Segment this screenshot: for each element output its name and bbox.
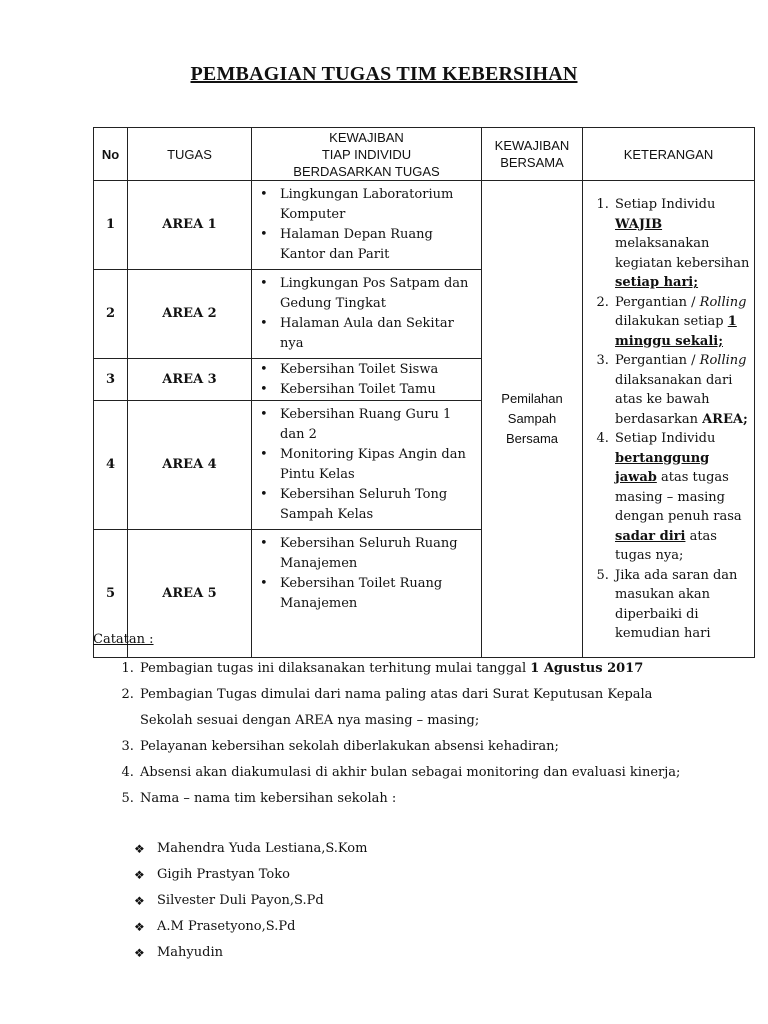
note-text: Pergantian /	[615, 294, 700, 310]
task-item: • Monitoring Kipas Angin dan Pintu Kelas	[280, 445, 475, 485]
task-table	[93, 127, 755, 658]
team-member	[134, 940, 367, 966]
start-date: 1 Agustus 2017	[530, 661, 644, 676]
notes-list	[583, 194, 754, 644]
team-member	[134, 888, 367, 914]
row-number: 1	[94, 181, 128, 270]
member-name: Mahyudin	[157, 945, 224, 960]
header-bersama	[482, 128, 583, 181]
catatan-item	[138, 656, 698, 682]
task-item: • Halaman Depan Ruang Kantor dan Parit	[280, 225, 475, 265]
row-tasks	[252, 270, 482, 359]
note-text: Setiap Individu	[615, 197, 716, 213]
catatan-list	[114, 656, 698, 812]
header-bersama-line: BERSAMA	[500, 155, 564, 170]
shared-duty-line: Sampah	[507, 411, 557, 426]
row-area: AREA 4	[128, 401, 252, 530]
note-text: dilaksanakan dari atas ke bawah berdasarkan	[615, 372, 733, 427]
task-item: • Kebersihan Toilet Siswa	[280, 360, 475, 380]
task-item: • Kebersihan Ruang Guru 1 dan 2	[280, 405, 475, 445]
diamond-bullet-icon: ❖	[134, 946, 145, 960]
task-item: • Lingkungan Laboratorium Komputer	[280, 185, 475, 225]
catatan-label: Catatan :	[93, 632, 154, 647]
diamond-bullet-icon: ❖	[134, 868, 145, 882]
row-number: 5	[94, 530, 128, 658]
team-member	[134, 836, 367, 862]
row-number: 4	[94, 401, 128, 530]
note-italic: Rolling	[699, 353, 747, 369]
header-keterangan: KETERANGAN	[583, 128, 755, 181]
row-area: AREA 2	[128, 270, 252, 359]
note-text: dilakukan setiap	[615, 314, 728, 330]
row-area: AREA 1	[128, 181, 252, 270]
note-emphasis: sadar diri	[615, 528, 686, 544]
diamond-bullet-icon: ❖	[134, 920, 145, 934]
row-tasks	[252, 401, 482, 530]
note-text: Setiap Individu	[615, 431, 716, 447]
header-bersama-line: KEWAJIBAN	[494, 138, 570, 153]
note-item: 5. Jika ada saran dan masukan akan diperbaiki di kemudian hari	[613, 566, 750, 644]
note-item	[613, 429, 750, 566]
header-kewajiban	[252, 128, 482, 181]
note-emphasis: WAJIB	[615, 216, 663, 232]
note-item	[613, 293, 750, 352]
task-item: • Lingkungan Pos Satpam dan Gedung Tingkat	[280, 274, 475, 314]
table-header-row	[94, 128, 755, 181]
row-tasks	[252, 359, 482, 401]
row-number: 2	[94, 270, 128, 359]
catatan-item: 4. Absensi akan diakumulasi di akhir bulan sebagai monitoring dan evaluasi kinerja;	[138, 760, 698, 786]
row-area: AREA 5	[128, 530, 252, 658]
team-member	[134, 914, 367, 940]
catatan-item: 2. Pembagian Tugas dimulai dari nama paling atas dari Surat Keputusan Kepala Sekolah sesuai dengan AREA nya masing – masing;	[138, 682, 698, 734]
member-name: Mahendra Yuda Lestiana,S.Kom	[157, 841, 368, 856]
note-emphasis: setiap hari;	[615, 275, 699, 291]
task-item: • Kebersihan Seluruh Tong Sampah Kelas	[280, 485, 475, 525]
diamond-bullet-icon: ❖	[134, 842, 145, 856]
document-title: PEMBAGIAN TUGAS TIM KEBERSIHAN	[190, 63, 578, 85]
member-name: Gigih Prastyan Toko	[157, 867, 290, 882]
team-member	[134, 862, 367, 888]
header-tugas: TUGAS	[128, 128, 252, 181]
note-text: Pergantian /	[615, 353, 700, 369]
team-names-list	[134, 836, 367, 966]
task-item: • Kebersihan Toilet Ruang Manajemen	[280, 574, 475, 614]
row-tasks	[252, 530, 482, 658]
shared-duty-cell	[482, 181, 583, 658]
row-tasks	[252, 181, 482, 270]
notes-cell	[583, 181, 755, 658]
note-italic: Rolling	[699, 294, 747, 310]
task-item: • Halaman Aula dan Sekitar nya	[280, 314, 475, 354]
note-text: atas tugas masing – masing dengan penuh rasa	[615, 470, 742, 525]
note-item	[613, 195, 750, 293]
catatan-item: 3. Pelayanan kebersihan sekolah diberlakukan absensi kehadiran;	[138, 734, 698, 760]
row-number: 3	[94, 359, 128, 401]
catatan-item: 5. Nama – nama tim kebersihan sekolah :	[138, 786, 698, 812]
shared-duty-line: Bersama	[505, 431, 559, 446]
note-item	[613, 351, 750, 429]
note-bold: AREA;	[702, 411, 748, 427]
diamond-bullet-icon: ❖	[134, 894, 145, 908]
member-name: A.M Prasetyono,S.Pd	[157, 919, 296, 934]
table-row	[94, 181, 755, 270]
task-item: • Kebersihan Toilet Tamu	[280, 380, 475, 400]
note-text: atas tugas nya;	[615, 528, 717, 564]
header-kewajiban-line: BERDASARKAN TUGAS	[293, 163, 440, 179]
header-no: No	[94, 128, 128, 181]
member-name: Silvester Duli Payon,S.Pd	[157, 893, 324, 908]
catatan-text: Pembagian tugas ini dilaksanakan terhitung mulai tanggal	[140, 661, 531, 676]
task-item: • Kebersihan Seluruh Ruang Manajemen	[280, 534, 475, 574]
row-area: AREA 3	[128, 359, 252, 401]
shared-duty-line: Pemilahan	[501, 391, 563, 406]
note-emphasis: 1 minggu sekali;	[615, 314, 737, 349]
note-emphasis: bertanggung jawab	[615, 450, 710, 486]
header-kewajiban-line: TIAP INDIVIDU	[321, 146, 412, 162]
header-kewajiban-line: KEWAJIBAN	[329, 129, 404, 145]
note-text: melaksanakan kegiatan kebersihan	[615, 236, 750, 271]
